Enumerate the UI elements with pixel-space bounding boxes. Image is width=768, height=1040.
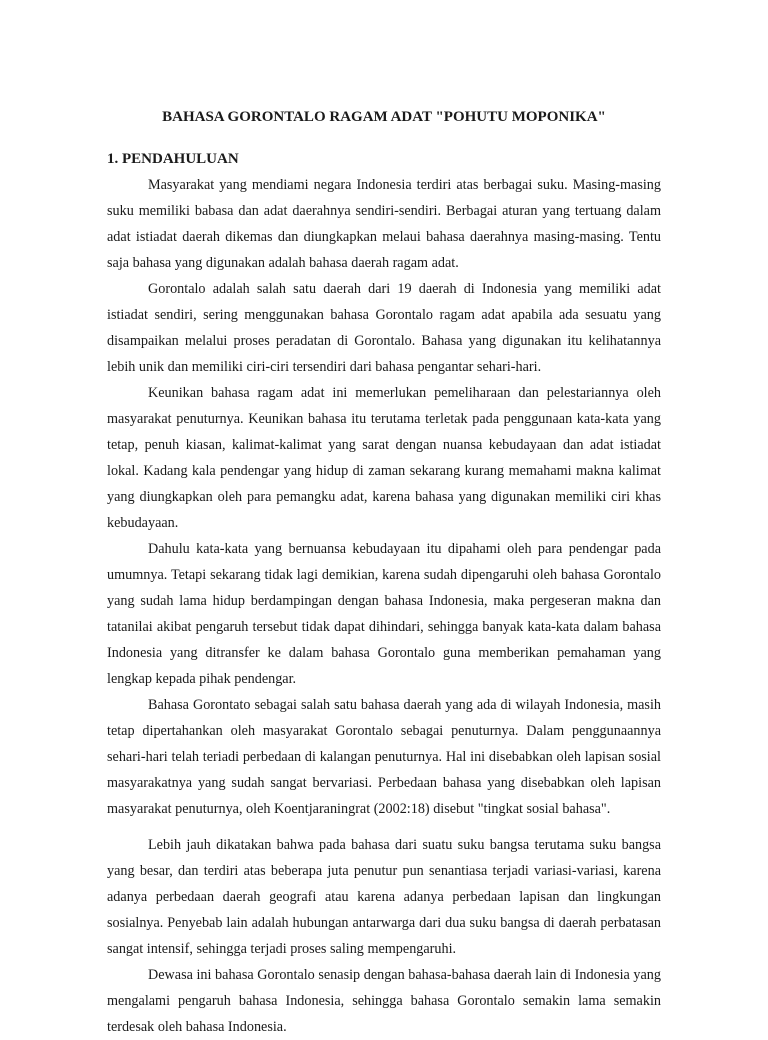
body-text <box>107 172 661 1040</box>
paragraph-7: Dewasa ini bahasa Gorontalo senasip dengan bahasa-bahasa daerah lain di Indonesia yang mengalami pengaruh bahasa Indonesia, sehingga bahasa Gorontalo semakin lama semakin terdesak oleh bahasa Indonesia. <box>107 967 661 1035</box>
paragraph-1: Masyarakat yang mendiami negara Indonesia terdiri atas berbagai suku. Masing-masing suku memiliki babasa dan adat daerahnya sendiri-sendiri. Berbagai aturan yang tertuang dalam adat istiadat daerah dikemas dan diungkapkan melaui bahasa daerahnya masing-masing. Tentu saja bahasa yang digunakan adalah bahasa daerah ragam adat. <box>107 177 661 271</box>
paragraph-5: Bahasa Gorontato sebagai salah satu bahasa daerah yang ada di wilayah Indonesia, masih tetap dipertahankan oleh masyarakat Gorontalo sebagai penuturnya. Dalam penggunaannya sehari-hari telah teriadi perbedaan di kalangan penuturnya. Hal ini disebabkan oleh lapisan sosial masyarakatnya yang sudah sangat bervariasi. Perbedaan bahasa yang disebabkan oleh lapisan masyarakat penuturnya, oleh Koentjaraningrat (2002:18) disebut "tingkat sosial bahasa". <box>107 697 661 817</box>
paragraph-3: Keunikan bahasa ragam adat ini memerlukan pemeliharaan dan pelestariannya oleh masyarakat penuturnya. Keunikan bahasa itu terutama terletak pada penggunaan kata-kata yang tetap, penuh kiasan, kalimat-kalimat yang sarat dengan nuansa kebudayaan dan adat istiadat lokal. Kadang kala pendengar yang hidup di zaman sekarang kurang memahami makna kalimat yang diungkapkan oleh para pemangku adat, karena bahasa yang digunakan memiliki ciri khas kebudayaan. <box>107 385 661 531</box>
paragraph-2: Gorontalo adalah salah satu daerah dari 19 daerah di Indonesia yang memiliki adat istiadat sendiri, sering menggunakan bahasa Gorontalo ragam adat apabila ada sesuatu yang disampaikan melalui proses peradatan di Gorontalo. Bahasa yang digunakan itu kelihatannya lebih unik dan memiliki ciri-ciri tersendiri dari bahasa pengantar sehari-hari. <box>107 281 661 375</box>
paragraph-4: Dahulu kata-kata yang bernuansa kebudayaan itu dipahami oleh para pendengar pada umumnya. Tetapi sekarang tidak lagi demikian, karena sudah dipengaruhi oleh bahasa Gorontalo yang sudah lama hidup berdampingan dengan bahasa Indonesia, maka pergeseran makna dan tatanilai akibat pengaruh tersebut tidak dapat dihindari, sehingga banyak kata-kata dalam bahasa Indonesia yang ditransfer ke dalam bahasa Gorontalo guna memberikan pemahaman yang lengkap kepada pihak pendengar. <box>107 541 661 687</box>
paragraph-6: Lebih jauh dikatakan bahwa pada bahasa dari suatu suku bangsa terutama suku bangsa yang besar, dan terdiri atas beberapa juta penutur pun senantiasa terjadi variasi-variasi, karena adanya perbedaan daerah geografi atau karena adanya perbedaan lapisan dan lingkungan sosialnya. Penyebab lain adalah hubungan antarwarga dari dua suku bangsa di daerah perbatasan sangat intensif, sehingga terjadi proses saling mempengaruhi. <box>107 837 661 957</box>
document-title: BAHASA GORONTALO RAGAM ADAT "POHUTU MOPONIKA" <box>162 109 606 125</box>
section-heading: 1. PENDAHULUAN <box>107 151 239 167</box>
